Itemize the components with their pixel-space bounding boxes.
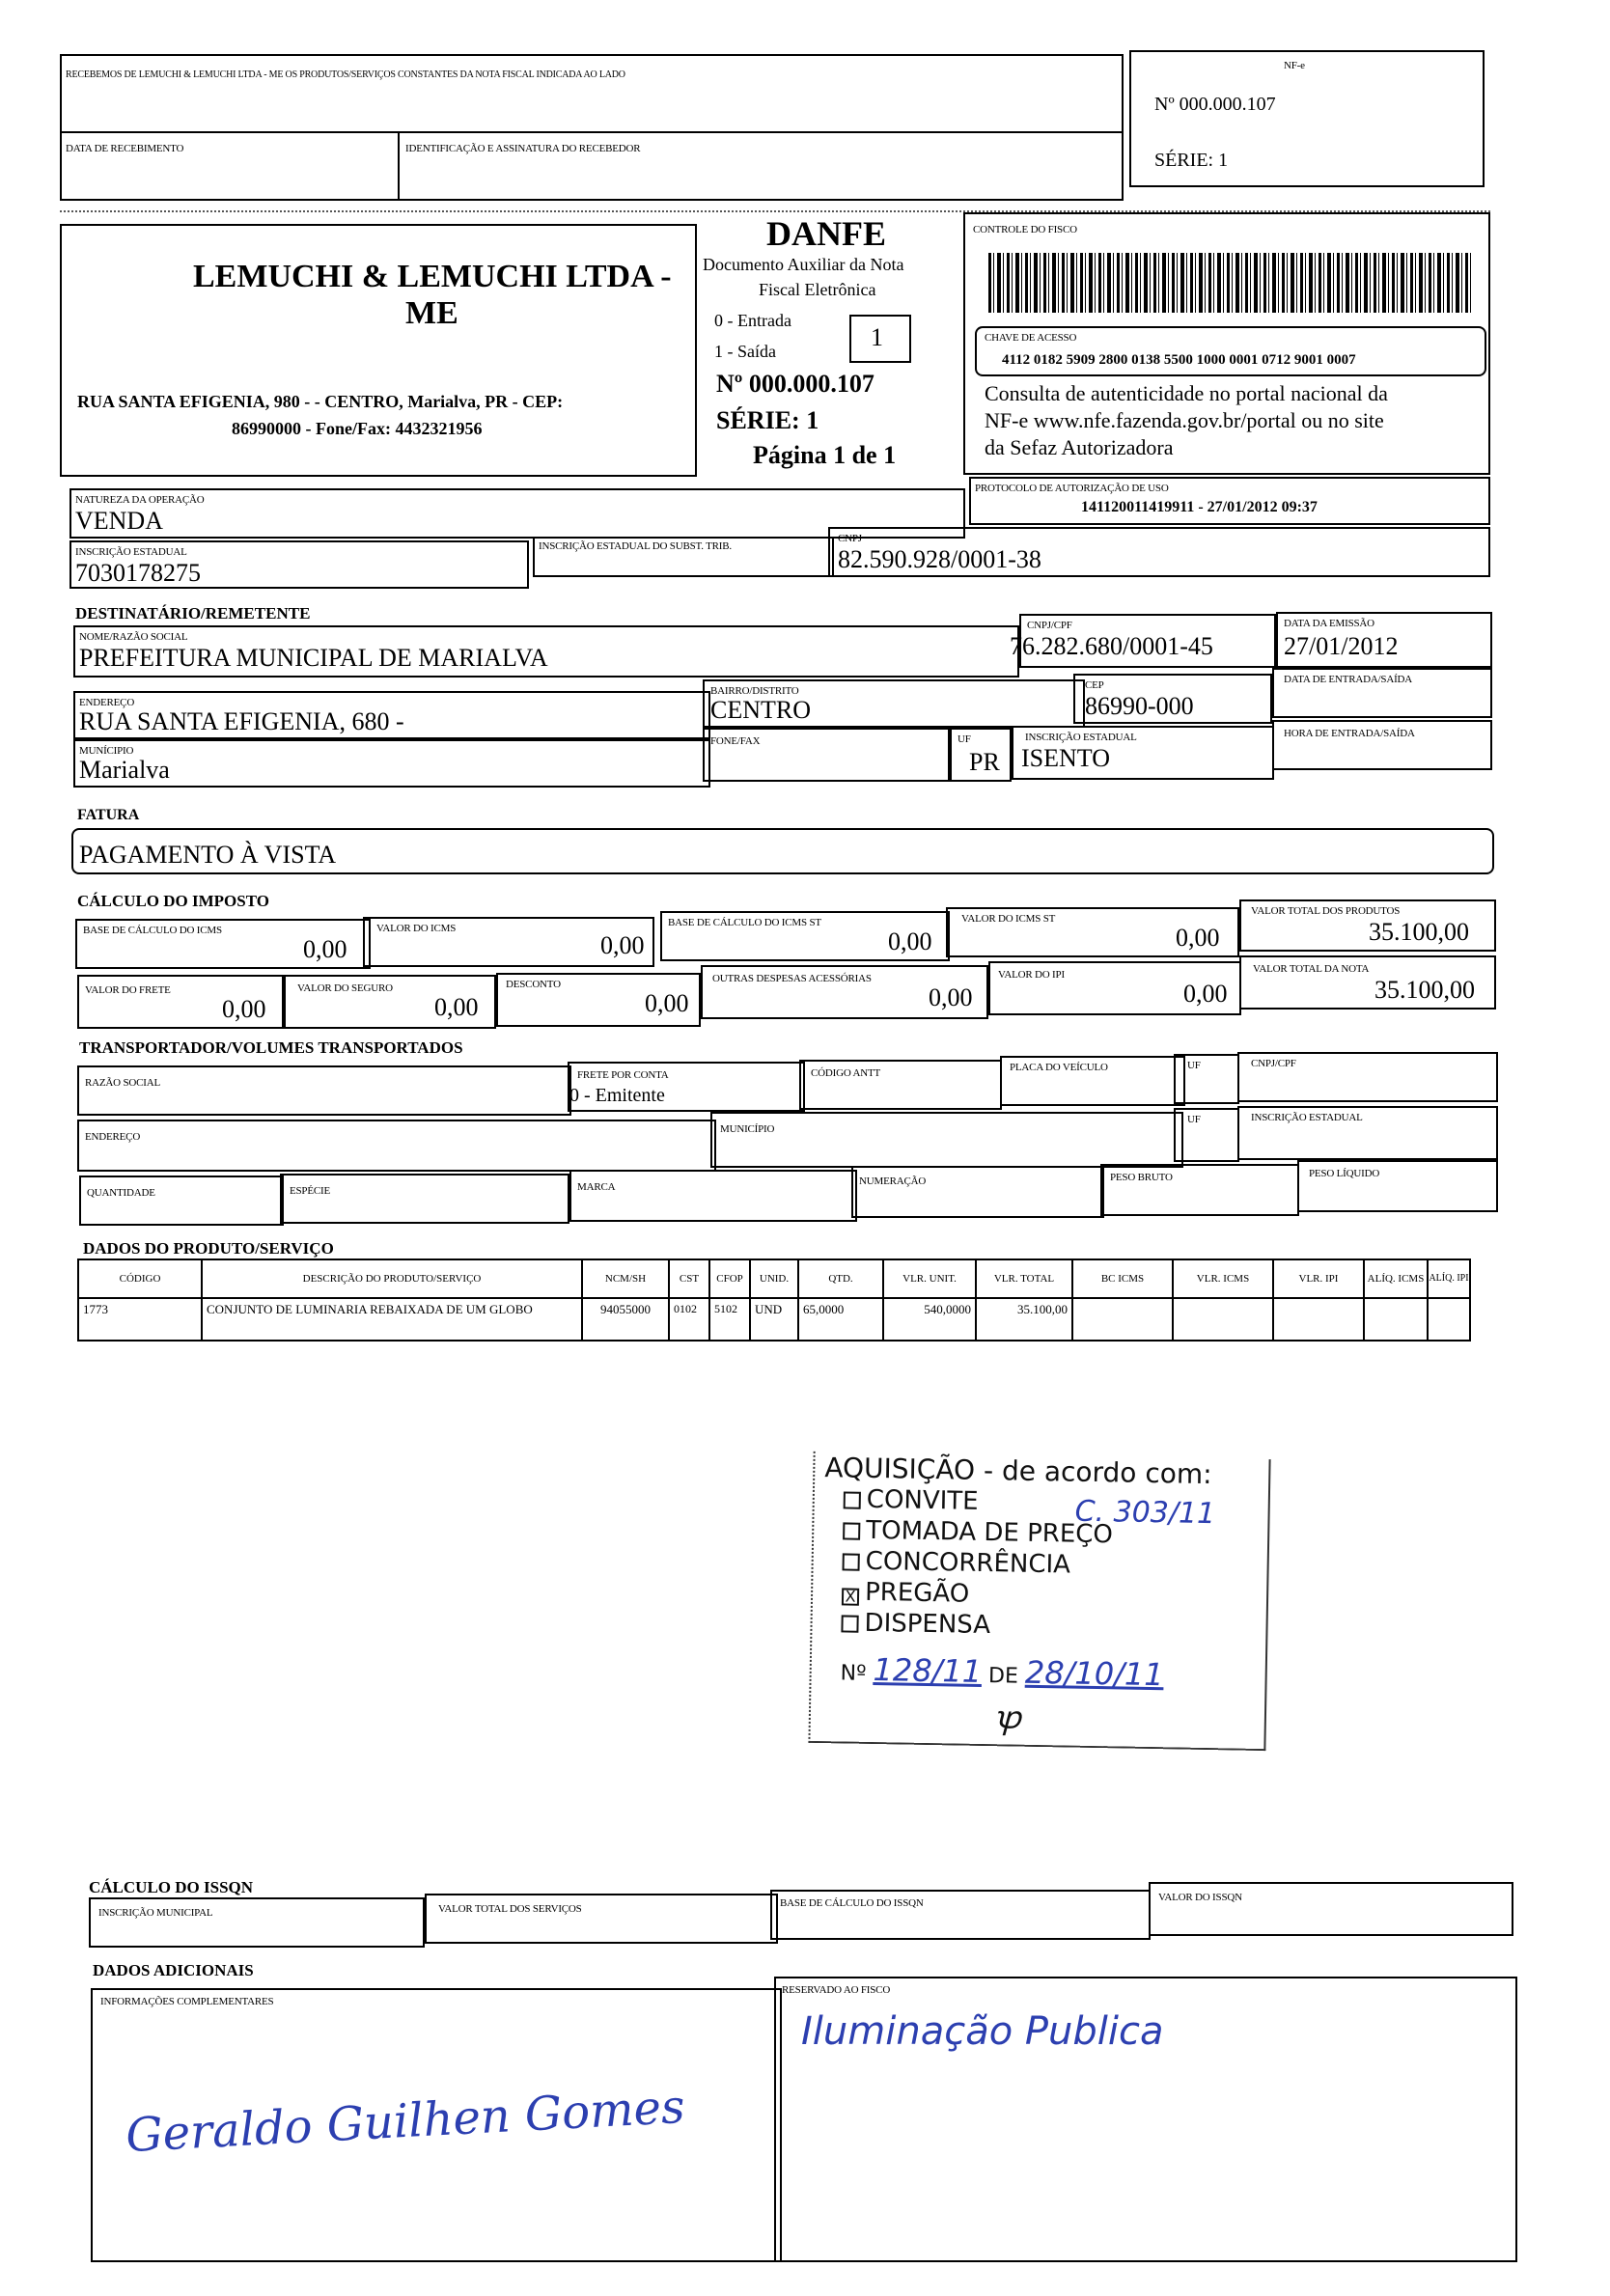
issue-date: 27/01/2012 [1284, 632, 1399, 660]
checkbox-dispensa [841, 1615, 858, 1632]
antt-label: CÓDIGO ANTT [811, 1067, 881, 1079]
col-total: VLR. TOTAL [975, 1259, 1073, 1299]
municipal-label: INSCRIÇÃO MUNICIPAL [98, 1907, 213, 1919]
freight-label: VALOR DO FRETE [85, 984, 171, 996]
receipt-vdivider [398, 131, 400, 201]
row-ipi [1272, 1297, 1365, 1342]
total-products-label: VALOR TOTAL DOS PRODUTOS [1251, 905, 1401, 917]
danfe-page: Página 1 de 1 [753, 441, 897, 469]
district: CENTRO [710, 696, 811, 724]
consult-line1: Consulta de autenticidade no portal nacional da [985, 381, 1388, 405]
row-unit-value: 540,0000 [882, 1297, 977, 1342]
numbering-label: NUMERAÇÃO [859, 1176, 927, 1187]
base-icms: 0,00 [303, 935, 347, 963]
ie-value: 7030178275 [75, 559, 201, 587]
ie-st-label: INSCRIÇÃO ESTADUAL DO SUBST. TRIB. [539, 540, 732, 552]
danfe-series: SÉRIE: 1 [716, 406, 819, 434]
cep-label: CEP [1085, 679, 1104, 691]
stamp-option-concorrencia: CONCORRÊNCIA [842, 1546, 1070, 1579]
nature-value: VENDA [75, 507, 163, 535]
transport-cnpj-label: CNPJ/CPF [1251, 1058, 1296, 1069]
receipt-nfe-label: NF-e [1284, 60, 1305, 71]
issqn-value-label: VALOR DO ISSQN [1158, 1892, 1242, 1903]
stamp-option-pregao: X PREGÃO [842, 1577, 970, 1608]
consult-line2: NF-e www.nfe.fazenda.gov.br/portal ou no site [985, 408, 1384, 432]
icms-st: 0,00 [1176, 924, 1220, 952]
danfe-exit: 1 - Saída [714, 342, 776, 361]
uf: PR [969, 748, 1000, 776]
recipient-address-label: ENDEREÇO [79, 697, 135, 708]
stamp-option-convite: CONVITE [844, 1484, 979, 1515]
col-code: CÓDIGO [77, 1259, 203, 1299]
base-icms-st: 0,00 [888, 927, 932, 955]
col-unit-value: VLR. UNIT. [882, 1259, 977, 1299]
handwritten-note: Iluminação Publica [801, 2009, 1164, 2054]
info-label: INFORMAÇÕES COMPLEMENTARES [100, 1996, 274, 2007]
transport-ie-label: INSCRIÇÃO ESTADUAL [1251, 1112, 1363, 1123]
col-unit: UNID. [749, 1259, 799, 1299]
qty-box [79, 1176, 284, 1226]
transport-uf-label: UF [1187, 1060, 1201, 1071]
stamp-date: 28/10/11 [1024, 1653, 1164, 1694]
row-total: 35.100,00 [975, 1297, 1073, 1342]
recipient-address: RUA SANTA EFIGENIA, 680 - [79, 707, 404, 735]
issuer-address-line1: RUA SANTA EFIGENIA, 980 - - CENTRO, Marialva, PR - CEP: [77, 392, 564, 411]
cep: 86990-000 [1085, 692, 1194, 720]
base-icms-label: BASE DE CÁLCULO DO ICMS [83, 925, 222, 936]
transport-address-label: ENDEREÇO [85, 1131, 141, 1143]
col-qty: QTD. [797, 1259, 884, 1299]
receipt-date-label: DATA DE RECEBIMENTO [66, 143, 184, 154]
protocol-label: PROTOCOLO DE AUTORIZAÇÃO DE USO [975, 483, 1169, 494]
icms: 0,00 [600, 931, 645, 959]
qty-label: QUANTIDADE [87, 1187, 155, 1199]
city-label: MUNÍCIPIO [79, 745, 134, 757]
city: Marialva [79, 756, 170, 784]
transport-address-box [77, 1120, 716, 1172]
insurance: 0,00 [434, 993, 479, 1021]
ipi: 0,00 [1183, 980, 1228, 1008]
base-icms-st-label: BASE DE CÁLCULO DO ICMS ST [668, 917, 821, 928]
stamp-handwritten-ref: C. 303/11 [1074, 1494, 1216, 1532]
checkbox-pregao: X [842, 1588, 859, 1605]
cnpj-label: CNPJ [838, 533, 862, 544]
cnpj-value: 82.590.928/0001-38 [838, 545, 1041, 573]
discount-label: DESCONTO [506, 979, 561, 990]
row-ncm: 94055000 [581, 1297, 670, 1342]
col-icms: VLR. ICMS [1172, 1259, 1274, 1299]
tax-section-title: CÁLCULO DO IMPOSTO [77, 892, 269, 910]
row-cfop: 5102 [708, 1297, 751, 1342]
invoice-section-title: FATURA [77, 807, 140, 823]
receipt-series: SÉRIE: 1 [1154, 150, 1229, 171]
receipt-divider [60, 131, 1124, 133]
issuer-name-line1: LEMUCHI & LEMUCHI LTDA - [193, 259, 672, 294]
discount: 0,00 [645, 989, 689, 1017]
consult-line3: da Sefaz Autorizadora [985, 435, 1174, 459]
district-label: BAIRRO/DISTRITO [710, 685, 799, 697]
additional-section-title: DADOS ADICIONAIS [93, 1961, 254, 1979]
col-cfop: CFOP [708, 1259, 751, 1299]
freight: 0,00 [222, 995, 266, 1023]
danfe-title: DANFE [766, 214, 886, 253]
stamp-option-dispensa: DISPENSA [841, 1608, 990, 1640]
species-label: ESPÉCIE [290, 1185, 330, 1197]
access-key: 4112 0182 5909 2800 0138 5500 1000 0001 0712 9001 0007 [1002, 352, 1356, 368]
total-products: 35.100,00 [1369, 918, 1469, 946]
total-note-label: VALOR TOTAL DA NOTA [1253, 963, 1370, 975]
transport-uf-box [1174, 1054, 1239, 1104]
transport-uf2-box [1174, 1108, 1239, 1162]
row-cst: 0102 [668, 1297, 710, 1342]
col-bc-icms: BC ICMS [1071, 1259, 1174, 1299]
row-bc-icms [1071, 1297, 1174, 1342]
invoice-value: PAGAMENTO À VISTA [79, 841, 337, 869]
uf-label: UF [958, 733, 971, 745]
nature-label: NATUREZA DA OPERAÇÃO [75, 494, 205, 506]
net-label: PESO LÍQUIDO [1309, 1168, 1380, 1179]
recipient-ie-label: INSCRIÇÃO ESTADUAL [1025, 732, 1137, 743]
transport-city-box [710, 1112, 1183, 1168]
receipt-signature-label: IDENTIFICAÇÃO E ASSINATURA DO RECEBEDOR [405, 143, 641, 154]
signature: Geraldo Guilhen Gomes [124, 2079, 686, 2164]
issuer-name-line2: ME [405, 295, 458, 331]
transport-section-title: TRANSPORTADOR/VOLUMES TRANSPORTADOS [79, 1038, 463, 1057]
gross-label: PESO BRUTO [1110, 1172, 1173, 1183]
col-cst: CST [668, 1259, 710, 1299]
checkbox-concorrencia [843, 1553, 860, 1570]
receipt-statement: RECEBEMOS DE LEMUCHI & LEMUCHI LTDA - ME OS PRODUTOS/SERVIÇOS CONSTANTES DA NOTA FISCAL INDICADA AO LADO [66, 69, 625, 80]
protocol-value: 141120011419911 - 27/01/2012 09:37 [1081, 499, 1318, 515]
issuer-address-line2: 86990000 - Fone/Fax: 4432321956 [232, 419, 483, 438]
row-description: CONJUNTO DE LUMINARIA REBAIXADA DE UM GLOBO [201, 1297, 583, 1342]
recipient-ie: ISENTO [1021, 744, 1110, 772]
reserved-label: RESERVADO AO FISCO [782, 1984, 891, 1996]
stamp-title: AQUISIÇÃO - de acordo com: [824, 1452, 1212, 1491]
row-unit: UND [749, 1297, 799, 1342]
icms-label: VALOR DO ICMS [376, 923, 457, 934]
phone-label: FONE/FAX [710, 735, 761, 747]
ipi-label: VALOR DO IPI [998, 969, 1065, 981]
col-ipi: VLR. IPI [1272, 1259, 1365, 1299]
acquisition-stamp [808, 1452, 1270, 1751]
row-code: 1773 [77, 1297, 203, 1342]
icms-st-label: VALOR DO ICMS ST [961, 913, 1056, 925]
stamp-initials: ꝕ [993, 1699, 1022, 1736]
time-label: HORA DE ENTRADA/SAÍDA [1284, 728, 1415, 739]
entry-date-label: DATA DE ENTRADA/SAÍDA [1284, 674, 1413, 685]
other-label: OUTRAS DESPESAS ACESSÓRIAS [712, 973, 872, 984]
access-key-label: CHAVE DE ACESSO [985, 332, 1077, 344]
other: 0,00 [929, 983, 973, 1011]
products-section-title: DADOS DO PRODUTO/SERVIÇO [83, 1239, 334, 1258]
transport-city-label: MUNICÍPIO [720, 1123, 775, 1135]
row-aliq-ipi [1427, 1297, 1471, 1342]
transport-uf2-label: UF [1187, 1114, 1201, 1125]
brand-box [569, 1170, 857, 1222]
danfe-subtitle-line2: Fiscal Eletrônica [759, 280, 876, 299]
species-box [280, 1174, 569, 1224]
danfe-number: Nº 000.000.107 [716, 370, 874, 398]
numbering-box [851, 1166, 1104, 1218]
services-label: VALOR TOTAL DOS SERVIÇOS [438, 1903, 582, 1915]
freight-mode-label: FRETE POR CONTA [577, 1069, 669, 1081]
issue-date-label: DATA DA EMISSÃO [1284, 618, 1374, 629]
services-box [425, 1894, 778, 1944]
municipal-box [89, 1897, 425, 1948]
col-ncm: NCM/SH [581, 1259, 670, 1299]
row-icms [1172, 1297, 1274, 1342]
checkbox-tomada [843, 1522, 860, 1539]
checkbox-convite [844, 1491, 861, 1508]
row-aliq-icms [1363, 1297, 1429, 1342]
danfe-type-value: 1 [871, 323, 883, 351]
plate-label: PLACA DO VEÍCULO [1010, 1062, 1108, 1073]
barcode [988, 253, 1471, 313]
recipient-cnpj: 76.282.680/0001-45 [1010, 632, 1213, 660]
recipient-name: PREFEITURA MUNICIPAL DE MARIALVA [79, 644, 548, 672]
stamp-option-tomada: TOMADA DE PREÇO [843, 1515, 1113, 1549]
receipt-number: Nº 000.000.107 [1154, 94, 1276, 115]
recipient-cnpj-label: CNPJ/CPF [1027, 620, 1072, 631]
col-description: DESCRIÇÃO DO PRODUTO/SERVIÇO [201, 1259, 583, 1299]
stamp-number: 128/11 [873, 1651, 983, 1690]
ie-label: INSCRIÇÃO ESTADUAL [75, 546, 187, 558]
danfe-subtitle-line1: Documento Auxiliar da Nota [703, 255, 904, 274]
issqn-section-title: CÁLCULO DO ISSQN [89, 1878, 254, 1896]
issqn-base-label: BASE DE CÁLCULO DO ISSQN [780, 1897, 924, 1909]
danfe-entry: 0 - Entrada [714, 311, 791, 330]
stamp-number-line: Nº 128/11 DE 28/10/11 [840, 1651, 1164, 1694]
freight-mode: 0 - Emitente [569, 1085, 665, 1106]
col-aliq-ipi: ALÍQ. IPI [1427, 1259, 1471, 1299]
recipient-section-title: DESTINATÁRIO/REMETENTE [75, 604, 311, 622]
row-qty: 65,0000 [797, 1297, 884, 1342]
carrier-label: RAZÃO SOCIAL [85, 1077, 160, 1089]
fisco-control-label: CONTROLE DO FISCO [973, 224, 1077, 235]
total-note: 35.100,00 [1374, 976, 1475, 1004]
col-aliq-icms: ALÍQ. ICMS [1363, 1259, 1429, 1299]
issqn-value-box [1149, 1882, 1513, 1936]
recipient-name-label: NOME/RAZÃO SOCIAL [79, 631, 188, 643]
products-table [77, 1259, 1500, 1342]
insurance-label: VALOR DO SEGURO [297, 982, 393, 994]
brand-label: MARCA [577, 1181, 616, 1193]
carrier-box [77, 1065, 571, 1116]
